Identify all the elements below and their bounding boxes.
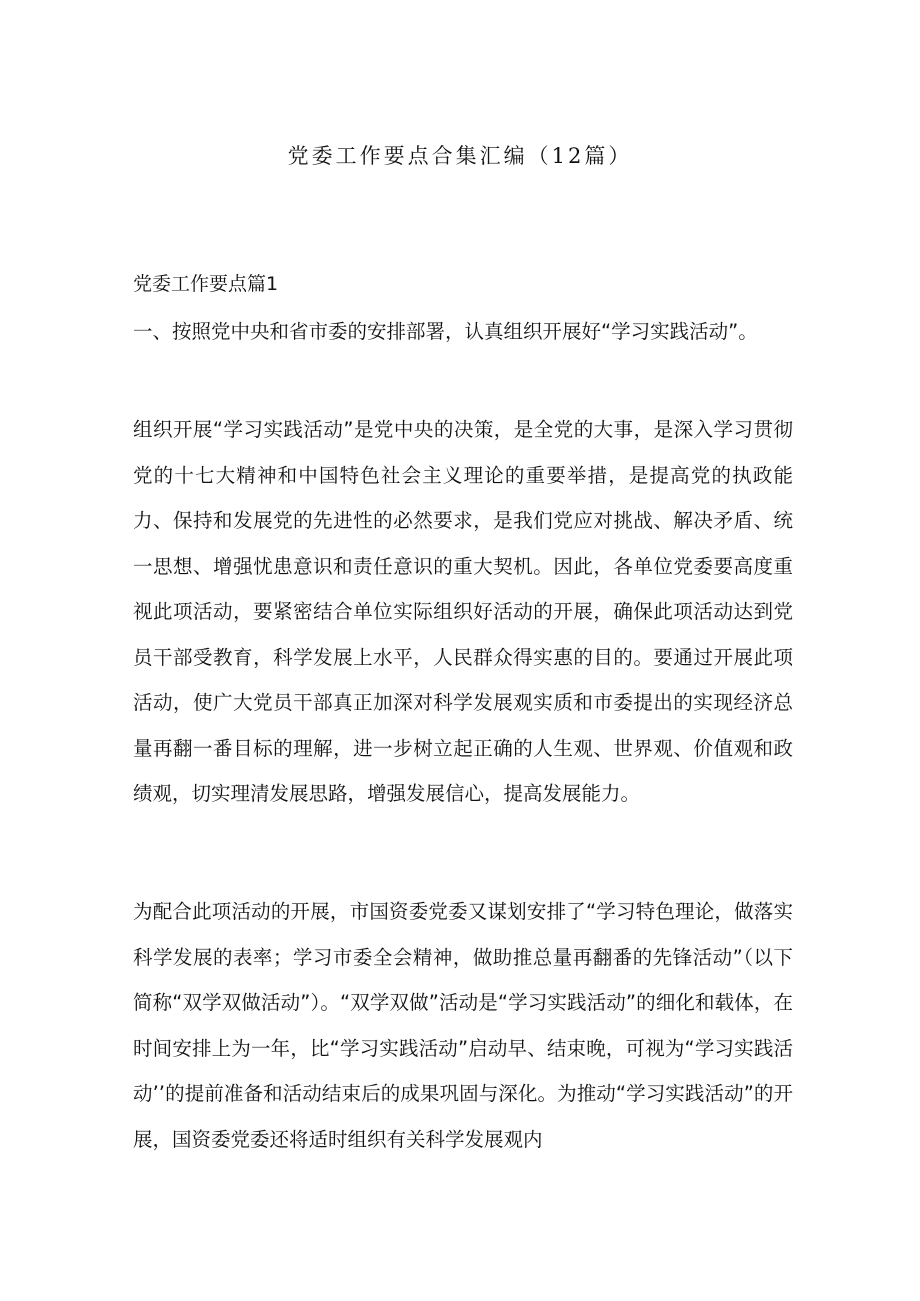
body-paragraph: 为配合此项活动的开展，市国资委党委又谋划安排了“学习特色理论，做落实科学发展的表率；学习市委全会精神，做助推总量再翻番的先锋活动”（以下简称“双学双做活动”）。“双学双做”活动是“学习实践活动”的细化和载体，在时间安排上为一年，比“学习实践活动”启动早、结束晚，可视为“学习实践活动’’的提前准备和活动结束后的成果巩固与深化。为推动“学习实践活动”的开展，国资委党委还将适时组织有关科学发展观内 xyxy=(133,900,793,1151)
section-intro: 一、按照党中央和省市委的安排部署，认真组织开展好“学习实践活动”。 xyxy=(133,320,758,343)
section-heading: 党委工作要点篇1 xyxy=(133,273,279,295)
body-paragraph: 组织开展“学习实践活动”是党中央的决策，是全党的大事，是深入学习贯彻党的十七大精神和中国特色社会主义理论的重要举措，是提高党的执政能力、保持和发展党的先进性的必然要求，是我们党应对挑战、解决矛盾、统一思想、增强忧患意识和责任意识的重大契机。因此，各单位党委要高度重视此项活动，要紧密结合单位实际组织好活动的开展，确保此项活动达到党员干部受教育，科学发展上水平，人民群众得实惠的目的。要通过开展此项活动，使广大党员干部真正加深对科学发展观实质和市委提出的实现经济总量再翻一番目标的理解，进一步树立起正确的人生观、世界观、价值观和政绩观，切实理清发展思路，增强发展信心，提高发展能力。 xyxy=(133,418,793,805)
document-title: 党委工作要点合集汇编（12篇） xyxy=(287,144,633,168)
